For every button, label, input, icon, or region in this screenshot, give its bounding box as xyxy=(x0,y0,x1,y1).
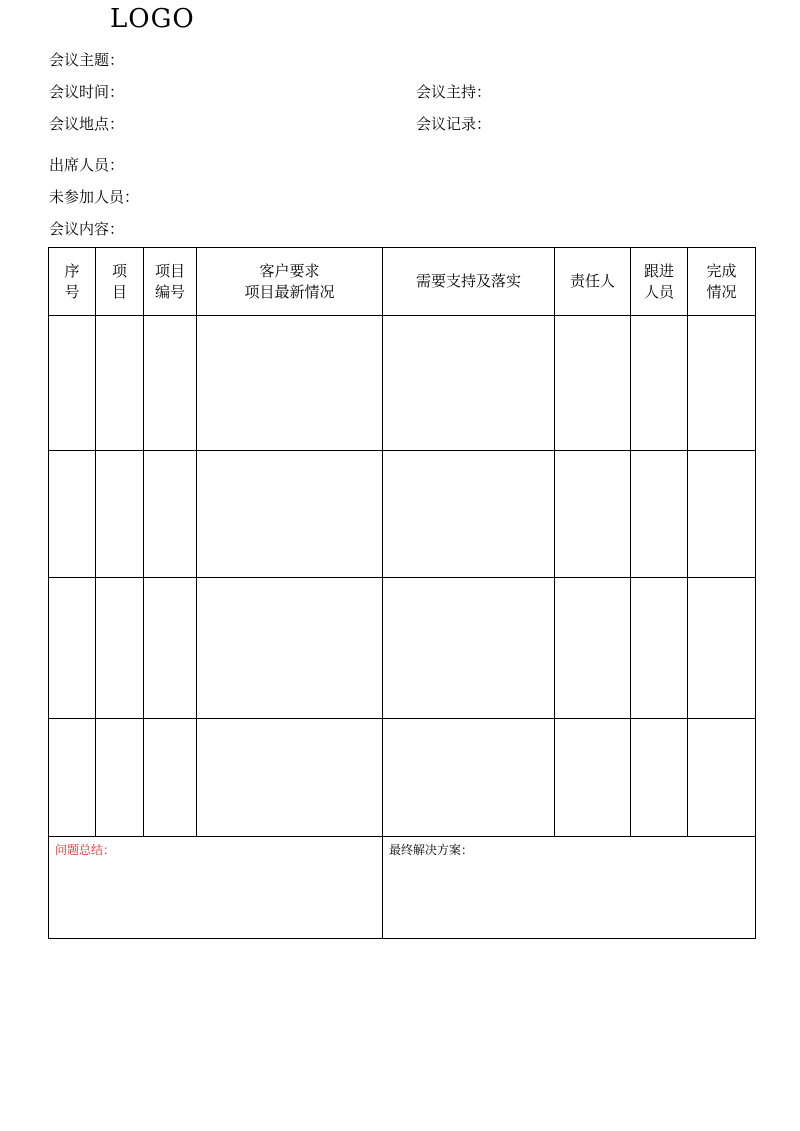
meeting-table xyxy=(48,247,756,939)
table-cell[interactable] xyxy=(383,316,555,451)
table-cell[interactable] xyxy=(49,451,96,578)
table-cell[interactable] xyxy=(555,451,631,578)
header-line: 跟进 xyxy=(643,261,674,280)
table-cell[interactable] xyxy=(555,578,631,719)
meeting-time-label: 会议时间： xyxy=(49,83,125,101)
table-header-row xyxy=(49,248,756,316)
table-cell[interactable] xyxy=(631,719,688,837)
header-line: 序 xyxy=(64,261,80,280)
table-row xyxy=(49,719,756,837)
table-cell[interactable] xyxy=(49,316,96,451)
table-cell[interactable] xyxy=(197,719,383,837)
table-cell[interactable] xyxy=(688,578,756,719)
table-cell[interactable] xyxy=(144,451,197,578)
table-cell[interactable] xyxy=(96,451,144,578)
table-row xyxy=(49,578,756,719)
meeting-host-label: 会议主持： xyxy=(416,83,492,101)
header-line: 项目最新情况 xyxy=(244,282,335,301)
header-client-requirements xyxy=(197,248,383,316)
header-index xyxy=(49,248,96,316)
header-line: 项目 xyxy=(154,261,185,280)
header-support-needed xyxy=(383,248,555,316)
table-cell[interactable] xyxy=(631,316,688,451)
table-cell[interactable] xyxy=(49,719,96,837)
table-cell[interactable] xyxy=(383,719,555,837)
header-line: 项 xyxy=(111,261,127,280)
table-cell[interactable] xyxy=(688,719,756,837)
table-cell[interactable] xyxy=(555,719,631,837)
table-cell[interactable] xyxy=(96,316,144,451)
header-line: 完成 xyxy=(706,261,737,280)
meeting-place-label: 会议地点： xyxy=(49,115,125,133)
table-cell[interactable] xyxy=(197,316,383,451)
table-cell[interactable] xyxy=(144,316,197,451)
table-cell[interactable] xyxy=(631,451,688,578)
meeting-recorder-label: 会议记录： xyxy=(416,115,492,133)
header-line: 人员 xyxy=(643,282,674,301)
absentees-label: 未参加人员： xyxy=(49,188,140,206)
table-cell[interactable] xyxy=(144,578,197,719)
problem-summary-label: 问题总结： xyxy=(55,843,116,857)
header-project-number xyxy=(144,248,197,316)
header-line: 编号 xyxy=(154,282,185,301)
table-cell[interactable] xyxy=(144,719,197,837)
header-line: 需要支持及落实 xyxy=(415,272,521,290)
summary-row xyxy=(49,837,756,939)
logo: LOGO xyxy=(110,4,195,34)
table-row xyxy=(49,316,756,451)
table-cell[interactable] xyxy=(96,719,144,837)
table-cell[interactable] xyxy=(49,578,96,719)
meeting-topic-label: 会议主题： xyxy=(49,51,125,69)
header-line: 目 xyxy=(111,282,127,301)
header-followup xyxy=(631,248,688,316)
header-line: 号 xyxy=(64,282,80,301)
table-cell[interactable] xyxy=(688,451,756,578)
header-line: 情况 xyxy=(706,282,737,301)
header-line: 客户要求 xyxy=(259,261,320,280)
attendees-label: 出席人员： xyxy=(49,156,125,174)
table-cell[interactable] xyxy=(197,578,383,719)
header-project xyxy=(96,248,144,316)
header-completion xyxy=(688,248,756,316)
header-line: 责任人 xyxy=(569,272,615,290)
table-cell[interactable] xyxy=(555,316,631,451)
final-solution-label: 最终解决方案： xyxy=(389,843,474,857)
table-cell[interactable] xyxy=(96,578,144,719)
meeting-content-label: 会议内容： xyxy=(49,220,125,238)
table-cell[interactable] xyxy=(197,451,383,578)
problem-summary-cell[interactable] xyxy=(49,837,383,939)
table-row xyxy=(49,451,756,578)
table-cell[interactable] xyxy=(688,316,756,451)
table-cell[interactable] xyxy=(383,451,555,578)
header-responsible xyxy=(555,248,631,316)
table-cell[interactable] xyxy=(383,578,555,719)
final-solution-cell[interactable] xyxy=(383,837,756,939)
table-cell[interactable] xyxy=(631,578,688,719)
